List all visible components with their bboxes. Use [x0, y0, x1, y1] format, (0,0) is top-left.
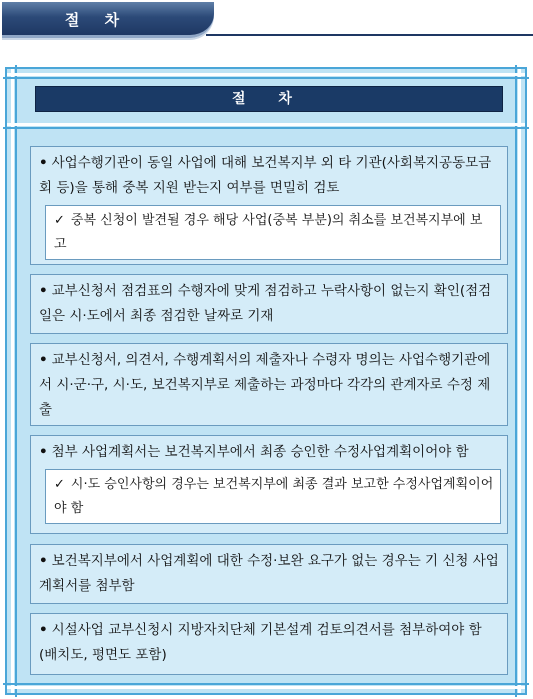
frame-divider-white [7, 123, 525, 126]
check-icon: ✓ [54, 213, 65, 228]
bullet-icon: • [39, 352, 48, 368]
bullet-icon: • [39, 155, 48, 171]
item-text: 시설사업 교부신청시 지방자치단체 기본설계 검토의견서를 첨부하여야 함(배치도, 평면도 포함) [39, 622, 482, 663]
frame-line-right [515, 65, 517, 697]
item-text: 첨부 사업계획서는 보건복지부에서 최종 승인한 수정사업계획이어야 함 [51, 444, 469, 460]
item-text: 보건복지부에서 사업계획에 대한 수정·보완 요구가 없는 경우는 기 신청 사업계획서를 첨부함 [39, 553, 499, 594]
item-text: 사업수행기관이 동일 사업에 대해 보건복지부 외 타 기관(사회복지공동모금회 등)을 통해 중복 지원 받는지 여부를 면밀히 검토 [39, 155, 492, 196]
item-text: 교부신청서 점검표의 수행자에 맞게 점검하고 누락사항이 없는지 확인(점검일은 시·도에서 최종 점검한 날짜로 기재 [39, 283, 492, 324]
bullet-icon: • [39, 283, 48, 299]
frame-divider [3, 127, 529, 129]
header-title: 절 차 [64, 11, 130, 29]
bullet-icon: • [39, 553, 48, 569]
procedure-item [30, 544, 508, 604]
sub-note-text: 중복 신청이 발견될 경우 해당 사업(중복 부분)의 취소를 보건복지부에 보고 [54, 213, 483, 252]
procedure-item [30, 274, 508, 334]
procedure-panel [5, 67, 527, 695]
bullet-icon: • [39, 622, 48, 638]
header-tab [2, 2, 214, 38]
header-rule [206, 34, 533, 36]
panel-title: 절 차 [35, 86, 503, 112]
frame-line-left [15, 65, 17, 697]
sub-note-text: 시·도 승인사항의 경우는 보건복지부에 최종 결과 보고한 수정사업계획이어야 함 [54, 477, 494, 516]
frame-line-top [3, 77, 529, 79]
frame-inner-line-right [518, 69, 521, 693]
frame-inner-line-left [11, 69, 14, 693]
item-text: 교부신청서, 의견서, 수행계획서의 제출자나 수령자 명의는 사업수행기관에서 시·군·구, 시·도, 보건복지부로 제출하는 과정마다 각각의 관계자로 수정 제출 [39, 352, 491, 418]
procedure-item [30, 435, 508, 534]
bullet-icon: • [39, 444, 48, 460]
frame-inner-line-bottom [7, 686, 525, 689]
procedure-item [30, 146, 508, 265]
frame-inner-line-top [7, 73, 525, 76]
sub-note [45, 469, 501, 524]
sub-note [45, 205, 501, 260]
frame-line-bottom [3, 683, 529, 685]
procedure-item [30, 613, 508, 675]
procedure-item [30, 343, 508, 426]
check-icon: ✓ [54, 477, 65, 492]
